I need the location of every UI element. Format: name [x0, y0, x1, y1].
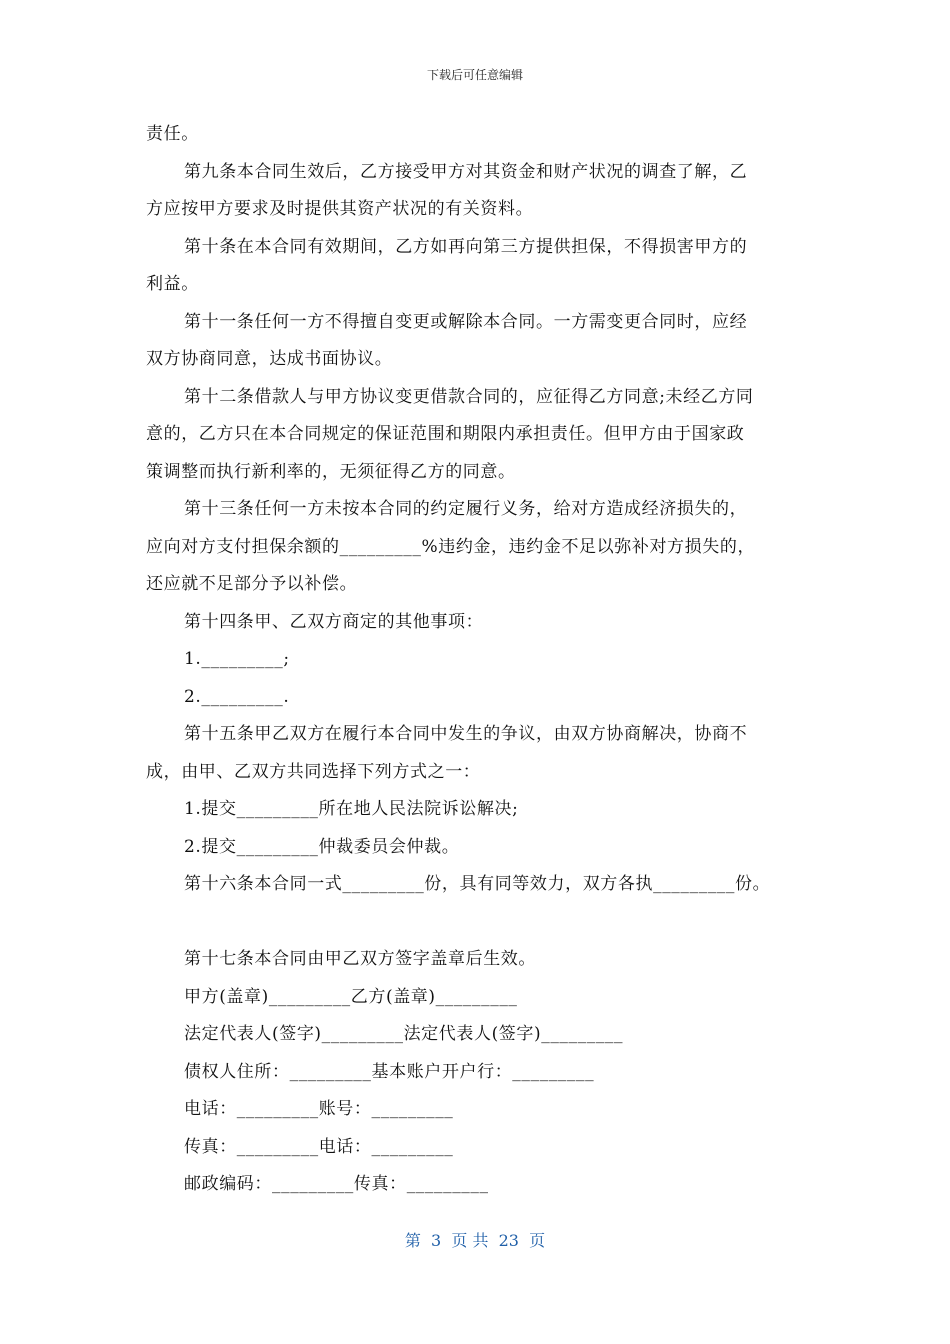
document-body [146, 116, 806, 1204]
paragraph-line: 第九条本合同生效后，乙方接受甲方对其资金和财产状况的调查了解，乙 [184, 161, 748, 182]
signature-line: 法定代表人(签字)_________法定代表人(签字)_________ [184, 1024, 624, 1044]
signature-line: 甲方(盖章)_________乙方(盖章)_________ [184, 986, 518, 1007]
paragraph-line: 第十六条本合同一式_________份，具有同等效力，双方各执_________份。 [184, 874, 771, 894]
list-item: 1.提交_________所在地人民法院诉讼解决; [184, 799, 519, 819]
paragraph-line: 成，由甲、乙双方共同选择下列方式之一： [146, 761, 481, 782]
paragraph-line: 第十七条本合同由甲乙双方签字盖章后生效。 [184, 949, 536, 969]
paragraph-line: 第十条在本合同有效期间，乙方如再向第三方提供担保，不得损害甲方的 [184, 236, 748, 257]
paragraph-line: 第十一条任何一方不得擅自变更或解除本合同。一方需变更合同时，应经 [184, 311, 748, 332]
list-item: 2.提交_________仲裁委员会仲裁。 [184, 836, 460, 857]
paragraph-line: 应向对方支付担保余额的_________%违约金，违约金不足以弥补对方损失的， [146, 536, 756, 557]
list-item: 1._________; [184, 649, 290, 669]
signature-line: 债权人住所：_________基本账户开户行：_________ [184, 1061, 595, 1082]
signature-line: 邮政编码：_________传真：_________ [184, 1174, 489, 1194]
page-header: 下载后可任意编辑 [426, 68, 523, 82]
signature-line: 电话：_________账号：_________ [184, 1099, 454, 1119]
list-item: 2._________. [184, 686, 290, 707]
signature-line: 传真：_________电话：_________ [184, 1136, 454, 1157]
paragraph-line: 方应按甲方要求及时提供其资产状况的有关资料。 [146, 199, 534, 219]
paragraph-line: 意的，乙方只在本合同规定的保证范围和期限内承担责任。但甲方由于国家政 [146, 424, 745, 444]
paragraph-line: 责任。 [146, 124, 199, 144]
blank-line [146, 904, 806, 942]
page-number-footer: 第 3 页 共 23 页 [404, 1231, 546, 1250]
paragraph-line: 策调整而执行新利率的，无须征得乙方的同意。 [146, 461, 516, 482]
paragraph-line: 双方协商同意，达成书面协议。 [146, 349, 393, 369]
paragraph-line: 第十五条甲乙双方在履行本合同中发生的争议，由双方协商解决，协商不 [184, 724, 748, 744]
paragraph-line: 还应就不足部分予以补偿。 [146, 574, 358, 594]
paragraph-line: 第十四条甲、乙双方商定的其他事项： [184, 611, 484, 632]
paragraph-line: 第十三条任何一方未按本合同的约定履行义务，给对方造成经济损失的， [184, 499, 748, 519]
paragraph-line: 第十二条借款人与甲方协议变更借款合同的，应征得乙方同意;未经乙方同 [184, 386, 754, 407]
paragraph-line: 利益。 [146, 274, 199, 294]
